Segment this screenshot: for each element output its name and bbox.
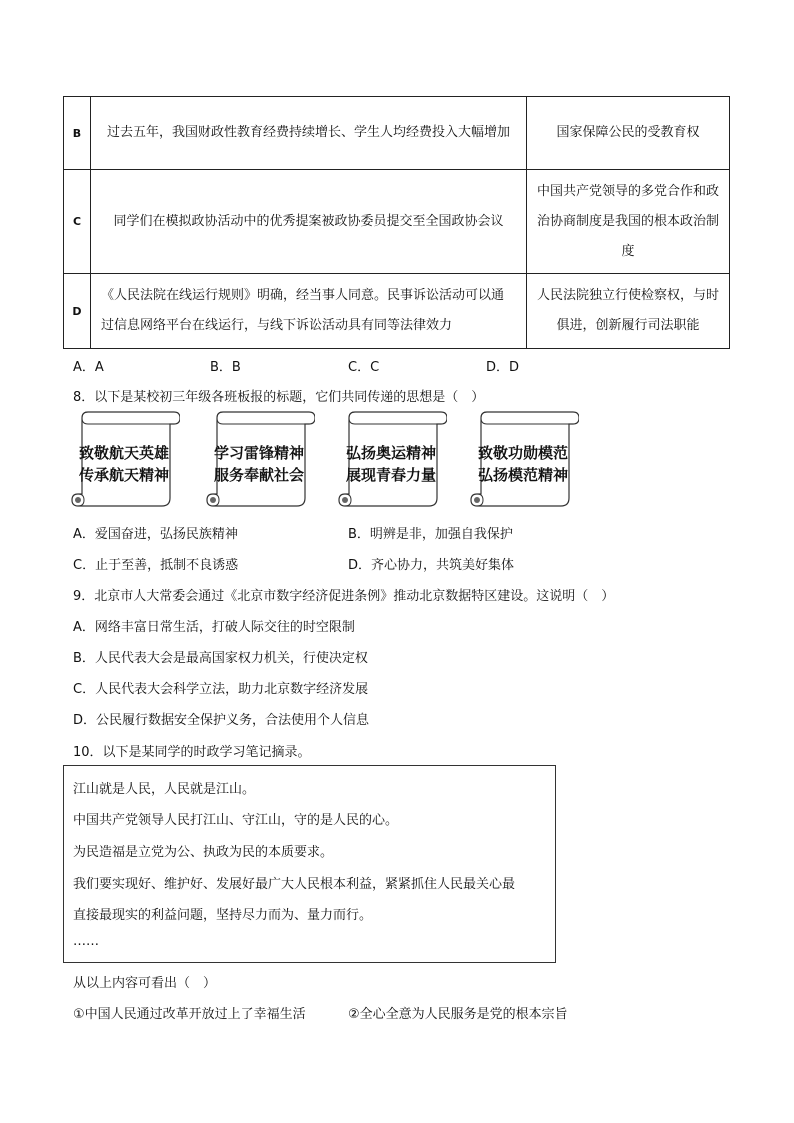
banner-line2: 传承航天精神 [78, 466, 169, 484]
row-meaning: 国家保障公民的受教育权 [527, 97, 730, 170]
row-content: 《人民法院在线运行规则》明确，经当事人同意。民事诉讼活动可以通过信息网络平台在线运行，与线下诉讼活动具有同等法律效力 [91, 274, 527, 349]
banner-4 [469, 410, 569, 510]
q8-option-b[interactable]: B．明辨是非，加强自我保护 [348, 527, 513, 542]
q8-option-d[interactable]: D．齐心协力，共筑美好集体 [348, 558, 515, 573]
row-label: C [64, 170, 91, 274]
row-content: 同学们在模拟政协活动中的优秀提案被政协委员提交至全国政协会议 [91, 170, 527, 274]
q8-stem: 8．以下是某校初三年级各班板报的标题，它们共同传递的思想是（ ） [73, 390, 485, 405]
q10-choice-2: ②全心全意为人民服务是党的根本宗旨 [348, 1007, 568, 1022]
q9-option-a[interactable]: A．网络丰富日常生活，打破人际交往的时空限制 [73, 620, 355, 635]
note-line: …… [73, 934, 99, 949]
banner-line1: 致敬航天英雄 [78, 444, 169, 462]
q7-option-d[interactable]: D．D [486, 360, 520, 375]
q7-table [63, 96, 730, 349]
notes-box [63, 765, 556, 963]
q10-choice-1: ①中国人民通过改革开放过上了幸福生活 [73, 1007, 306, 1022]
banner-line2: 弘扬模范精神 [477, 466, 568, 484]
banner-line1: 弘扬奥运精神 [345, 444, 436, 462]
q7-option-c[interactable]: C．C [348, 360, 380, 375]
table-row [64, 274, 730, 349]
row-label: B [64, 97, 91, 170]
note-line: 中国共产党领导人民打江山、守江山，守的是人民的心。 [73, 813, 399, 828]
banner-3 [337, 410, 437, 510]
q7-option-b[interactable]: B．B [210, 360, 241, 375]
q9-option-d[interactable]: D．公民履行数据安全保护义务，合法使用个人信息 [73, 713, 370, 728]
note-line: 为民造福是立党为公、执政为民的本质要求。 [73, 845, 334, 860]
banner-line2: 展现青春力量 [345, 466, 436, 484]
row-content: 过去五年，我国财政性教育经费持续增长、学生人均经费投入大幅增加 [91, 97, 527, 170]
q9-option-b[interactable]: B．人民代表大会是最高国家权力机关，行使决定权 [73, 651, 368, 666]
q8-option-a[interactable]: A．爱国奋进，弘扬民族精神 [73, 527, 238, 542]
row-meaning: 中国共产党领导的多党合作和政治协商制度是我国的根本政治制度 [527, 170, 730, 274]
q9-stem: 9．北京市人大常委会通过《北京市数字经济促进条例》推动北京数据特区建设。这说明（ ） [73, 589, 615, 604]
q7-option-a[interactable]: A．A [73, 360, 104, 375]
banner-line1: 学习雷锋精神 [213, 444, 304, 462]
note-line: 江山就是人民，人民就是江山。 [73, 782, 256, 797]
row-meaning: 人民法院独立行使检察权，与时俱进，创新履行司法职能 [527, 274, 730, 349]
table-row [64, 170, 730, 274]
q8-option-c[interactable]: C．止于至善，抵制不良诱惑 [73, 558, 239, 573]
banner-line1: 致敬功勋模范 [477, 444, 568, 462]
note-line: 我们要实现好、维护好、发展好最广大人民根本利益，紧紧抓住人民最关心最 [73, 877, 516, 892]
table-row [64, 97, 730, 170]
banner-line2: 服务奉献社会 [213, 466, 304, 484]
note-line: 直接最现实的利益问题，坚持尽力而为、量力而行。 [73, 908, 373, 923]
q10-stem: 10．以下是某同学的时政学习笔记摘录。 [73, 745, 311, 760]
banner-2 [205, 410, 305, 510]
banner-1 [70, 410, 170, 510]
row-label: D [64, 274, 91, 349]
q10-after: 从以上内容可看出（ ） [73, 976, 217, 991]
q9-option-c[interactable]: C．人民代表大会科学立法，助力北京数字经济发展 [73, 682, 369, 697]
